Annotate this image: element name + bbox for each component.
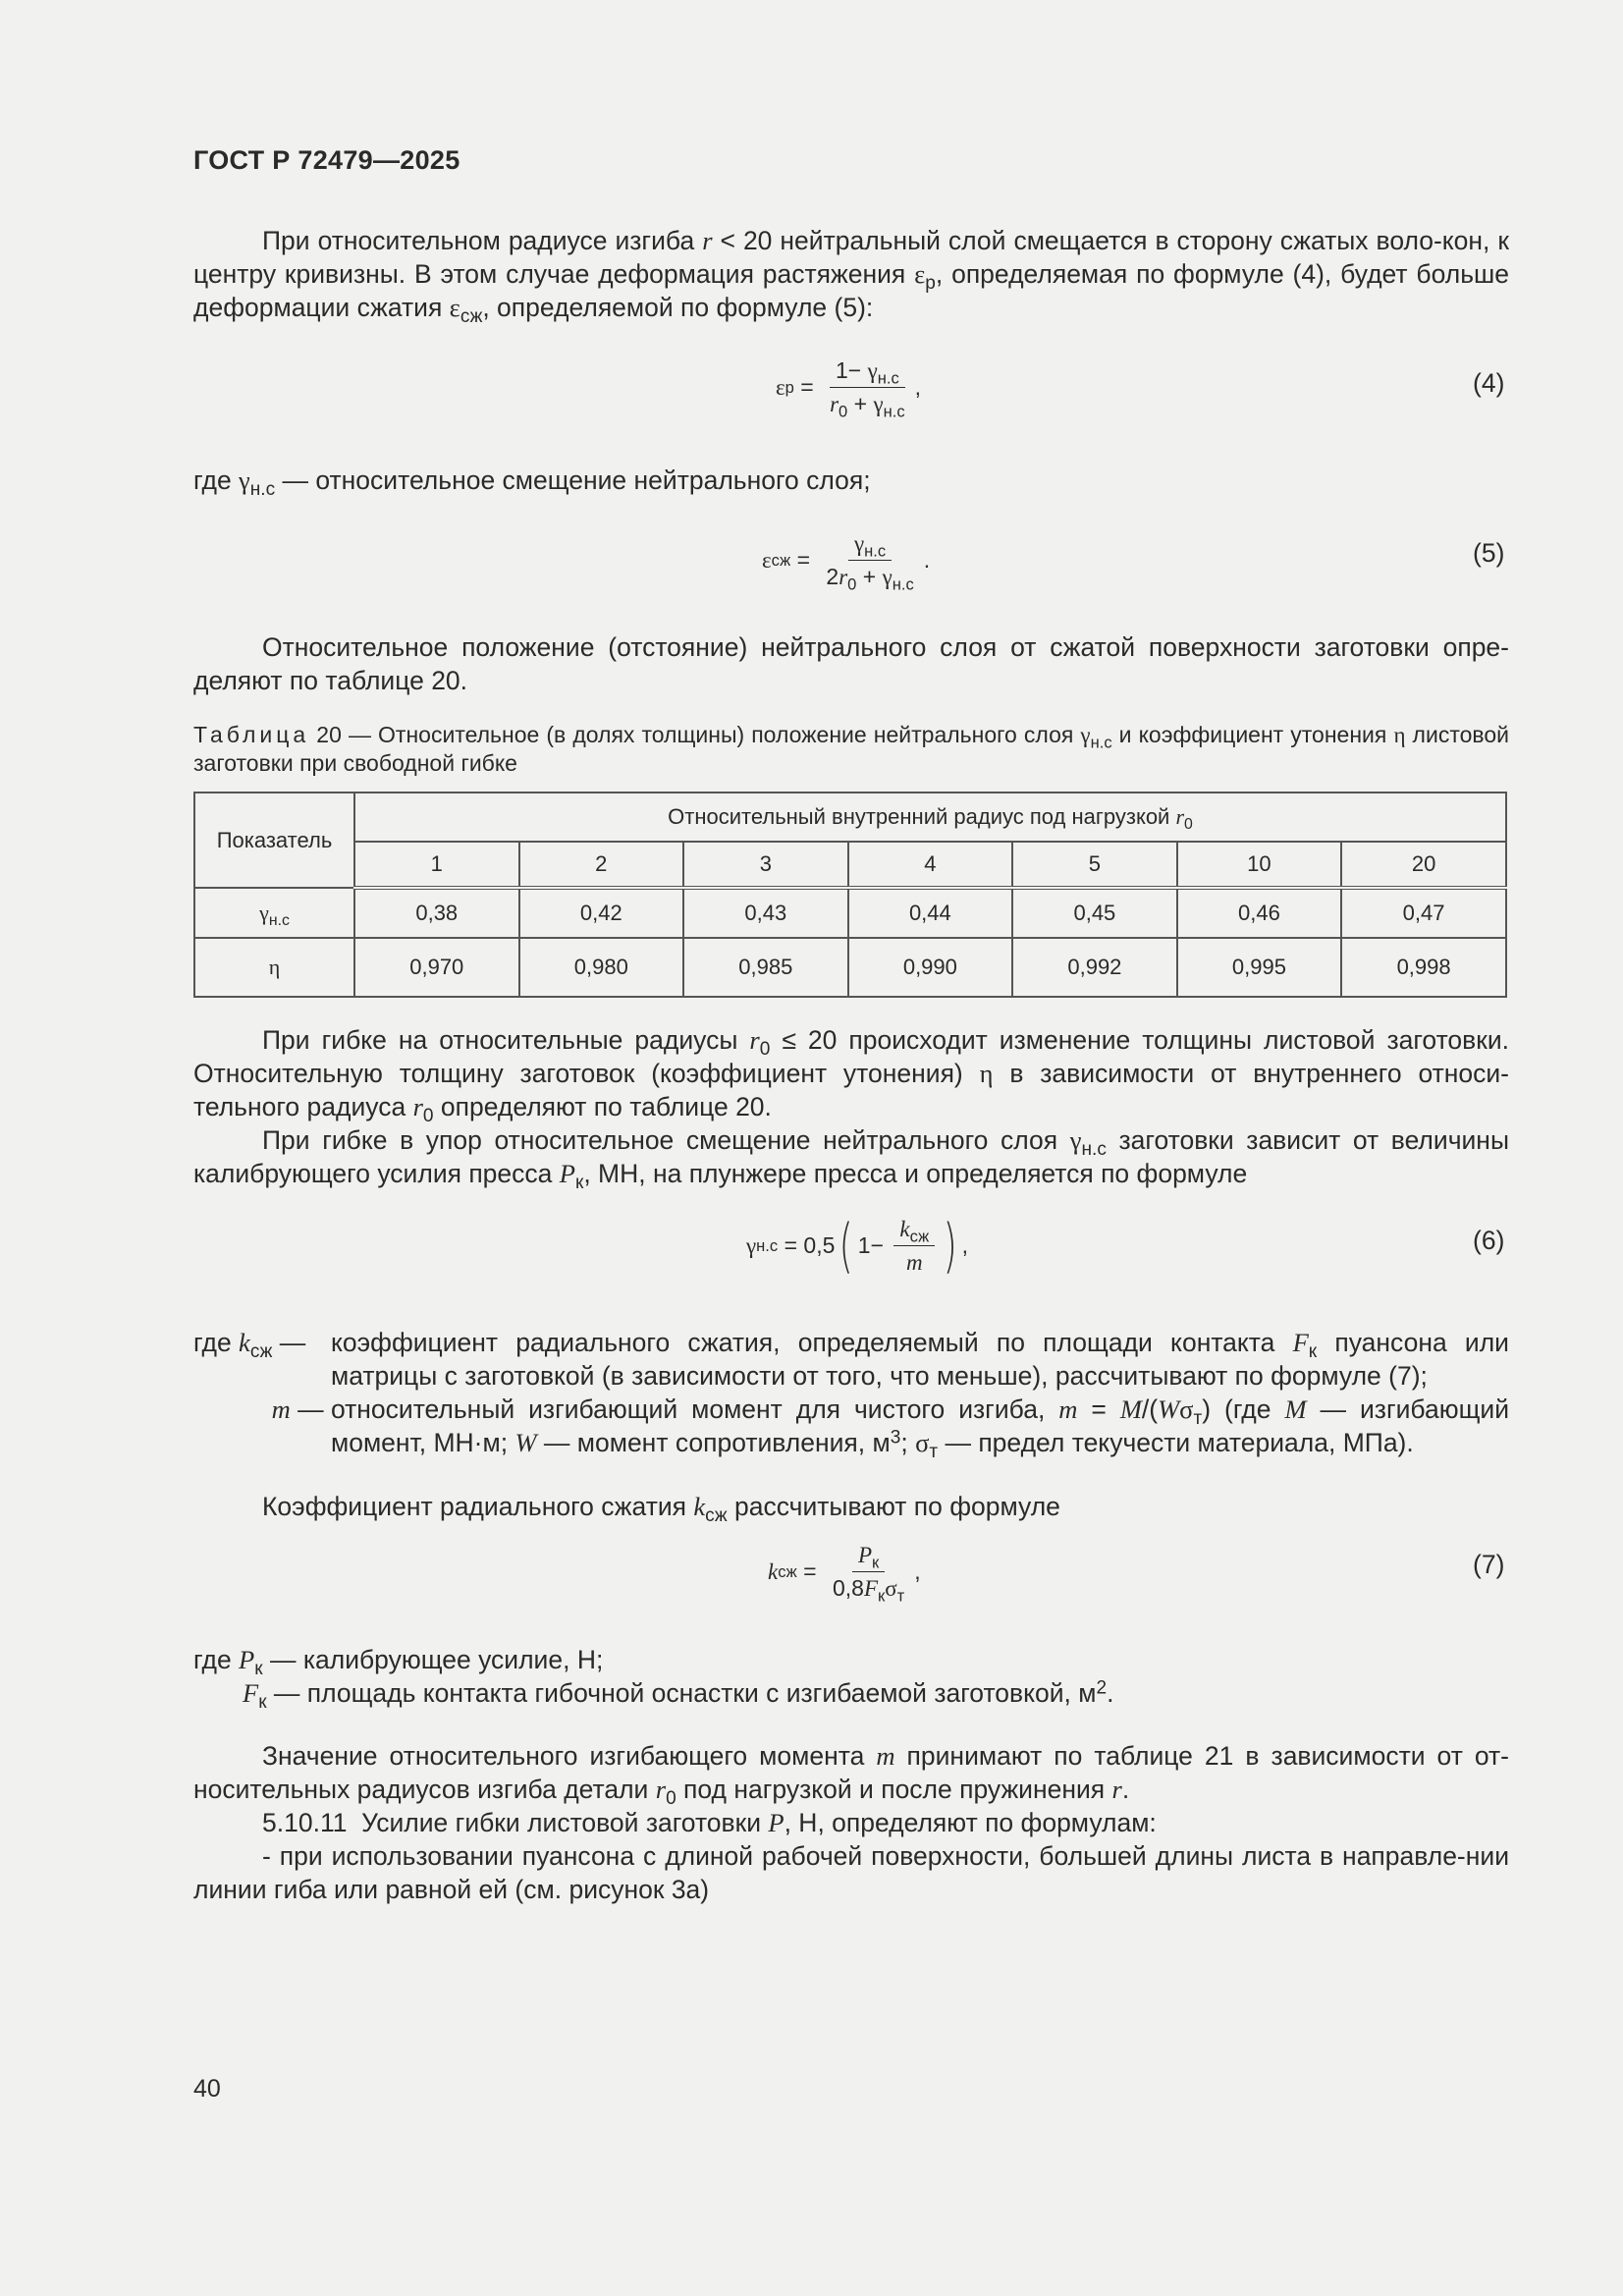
formula-4-number: (4) (1473, 368, 1505, 398)
table-cell: 0,990 (848, 938, 1013, 997)
definitions-formula-6 (193, 1326, 1510, 1463)
paragraph-radial-compression: Коэффициент радиального сжатия $k_{сж}$ рассчитывают по формуле (262, 1492, 1060, 1527)
definition-P-k: где $P_к$ — калибрующее усилие, Н; (193, 1645, 604, 1680)
paragraph-stop-bending: При гибке в упор относительное смещение нейтрального слоя $\gamma_{н.с}$ заготовки зависит от величины калибрующего усилия пресса $P_к$, МН, на плунжере пресса и определяется по формуле (193, 1125, 1509, 1194)
paragraph-5-10-11: 5.10.11 Усилие гибки листовой заготовки P, Н, определяют по формулам: (262, 1808, 1157, 1837)
table-cell: 0,44 (848, 888, 1013, 938)
page-number: 40 (193, 2075, 221, 2103)
table-radius-cell: 20 (1341, 842, 1506, 888)
formula-4-fraction: $\frac{1- \gamma_{н.с}}{r_0 + \gamma_{н.с}}$ (830, 357, 905, 421)
table-cell: 0,45 (1012, 888, 1177, 938)
definition-F-k: $F_к$ — площадь контакта гибочной оснастки с изгибаемой заготовкой, $м^2$. (243, 1677, 1114, 1714)
table-cell: 0,42 (519, 888, 684, 938)
formula-4: ε р = $\frac{1- \gamma_{н.с}}{r_0 + \gamma_{н.с}}$ , (776, 357, 922, 421)
formula-5-number: (5) (1473, 538, 1505, 568)
where-gamma-definition: где $\gamma_{н.с}$ — относительное смещение нейтрального слоя; (193, 465, 871, 501)
table-row-label: η (194, 938, 354, 997)
formula-7: k сж = $\frac{P_к}{0,8F_к\sigma_т}$ , (768, 1543, 921, 1606)
table-cell: 0,980 (519, 938, 684, 997)
table-cell: 0,47 (1341, 888, 1506, 938)
table-cell: 0,43 (683, 888, 848, 938)
table-cell: 0,46 (1177, 888, 1342, 938)
table-row-eta (194, 938, 1506, 997)
formula-7-number: (7) (1473, 1550, 1505, 1579)
definition-m: m — относительный изгибающий момент для чистого изгиба, $m = M/(W\sigma_т)$ (где M — изгибающий момент, МН·м; W — момент сопротивления, $м^3$; $\sigma_т$ — предел текучести материала, МПа). (271, 1394, 1510, 1463)
table-radius-cell: 3 (683, 842, 848, 888)
table-cell: 0,985 (683, 938, 848, 997)
table-20-caption: Таблица 20 — Относительное (в долях толщины) положение нейтрального слоя $\gamma_{н.с}$ и коэффициент утонения η листовой заготовки при свободной гибке (193, 722, 1509, 776)
table-col-indicator-header: Показатель (194, 793, 354, 888)
paragraph-bending-moment: Значение относительного изгибающего момента m принимают по таблице 21 в зависимости от от-носительных радиусов изгиба детали $r_0$ под нагрузкой и после пружинения r. (193, 1741, 1510, 1810)
table-cell: 0,992 (1012, 938, 1177, 997)
formula-5: ε сж = $\frac{\gamma_{н.с}}{2r_0 + \gamma_{н.с}}$ . (762, 531, 931, 594)
formula-6-number: (6) (1473, 1226, 1505, 1255)
paragraph-neutral-layer-shift: При относительном радиусе изгиба r < 20 нейтральный слой смещается в сторону сжатых воло-кон, к центру кривизны. В этом случае деформация растяжения $\varepsilon_р$, определяемая по формуле (4), будет больше деформации сжатия $\varepsilon_{сж}$, определяемой по формуле (5): (193, 226, 1509, 328)
table-cell: 0,970 (354, 938, 519, 997)
table-radius-cell: 4 (848, 842, 1013, 888)
table-radius-cell: 2 (519, 842, 684, 888)
formula-6: γ н.с = 0,5 ( 1− $\frac{k_{сж}}{m}$ ) , (746, 1211, 968, 1281)
table-row-label: $\gamma_{н.с}$ (194, 888, 354, 938)
formula-5-fraction: $\frac{\gamma_{н.с}}{2r_0 + \gamma_{н.с}}$ (826, 531, 914, 594)
table-radius-row (194, 842, 1506, 888)
table-cell: 0,995 (1177, 938, 1342, 997)
table-group-header: Относительный внутренний радиус под нагрузкой $r_0$ (354, 793, 1506, 842)
table-radius-cell: 5 (1012, 842, 1177, 888)
paragraph-thinning: При гибке на относительные радиусы $r_0 \le 20$ происходит изменение толщины листовой заготовки. Относительную толщину заготовок (коэффициент утонения) η в зависимости от внутреннего относи-тельного радиуса $r_0$ определяют по таблице 20. (193, 1025, 1509, 1127)
table-radius-cell: 1 (354, 842, 519, 888)
formula-6-fraction: $\frac{k_{сж}}{m}$ (893, 1216, 935, 1276)
definition-k-szh: где $k_{сж}$ — коэффициент радиального сжатия, определяемый по площади контакта $F_к$ пуансона или матрицы с заготовкой (в зависимости от того, что меньше), рассчитывают по формуле (7); (193, 1328, 1509, 1391)
paragraph-punch-length: - при использовании пуансона с длиной рабочей поверхности, большей длины листа в направле-нии линии гиба или равной ей (см. рисунок 3а) (193, 1841, 1509, 1904)
table-header-row (194, 793, 1506, 842)
table-radius-cell: 10 (1177, 842, 1342, 888)
definitions-formula-7 (193, 1643, 1509, 1714)
table-cell: 0,38 (354, 888, 519, 938)
table-row-gamma (194, 888, 1506, 938)
table-cell: 0,998 (1341, 938, 1506, 997)
formula-7-fraction: $\frac{P_к}{0,8F_к\sigma_т}$ (832, 1543, 905, 1606)
document-header: ГОСТ Р 72479—2025 (193, 145, 460, 175)
table-20 (193, 792, 1507, 998)
paragraph-table-reference: Относительное положение (отстояние) нейтрального слоя от сжатой поверхности заготовки опре-деляют по таблице 20. (193, 632, 1509, 695)
